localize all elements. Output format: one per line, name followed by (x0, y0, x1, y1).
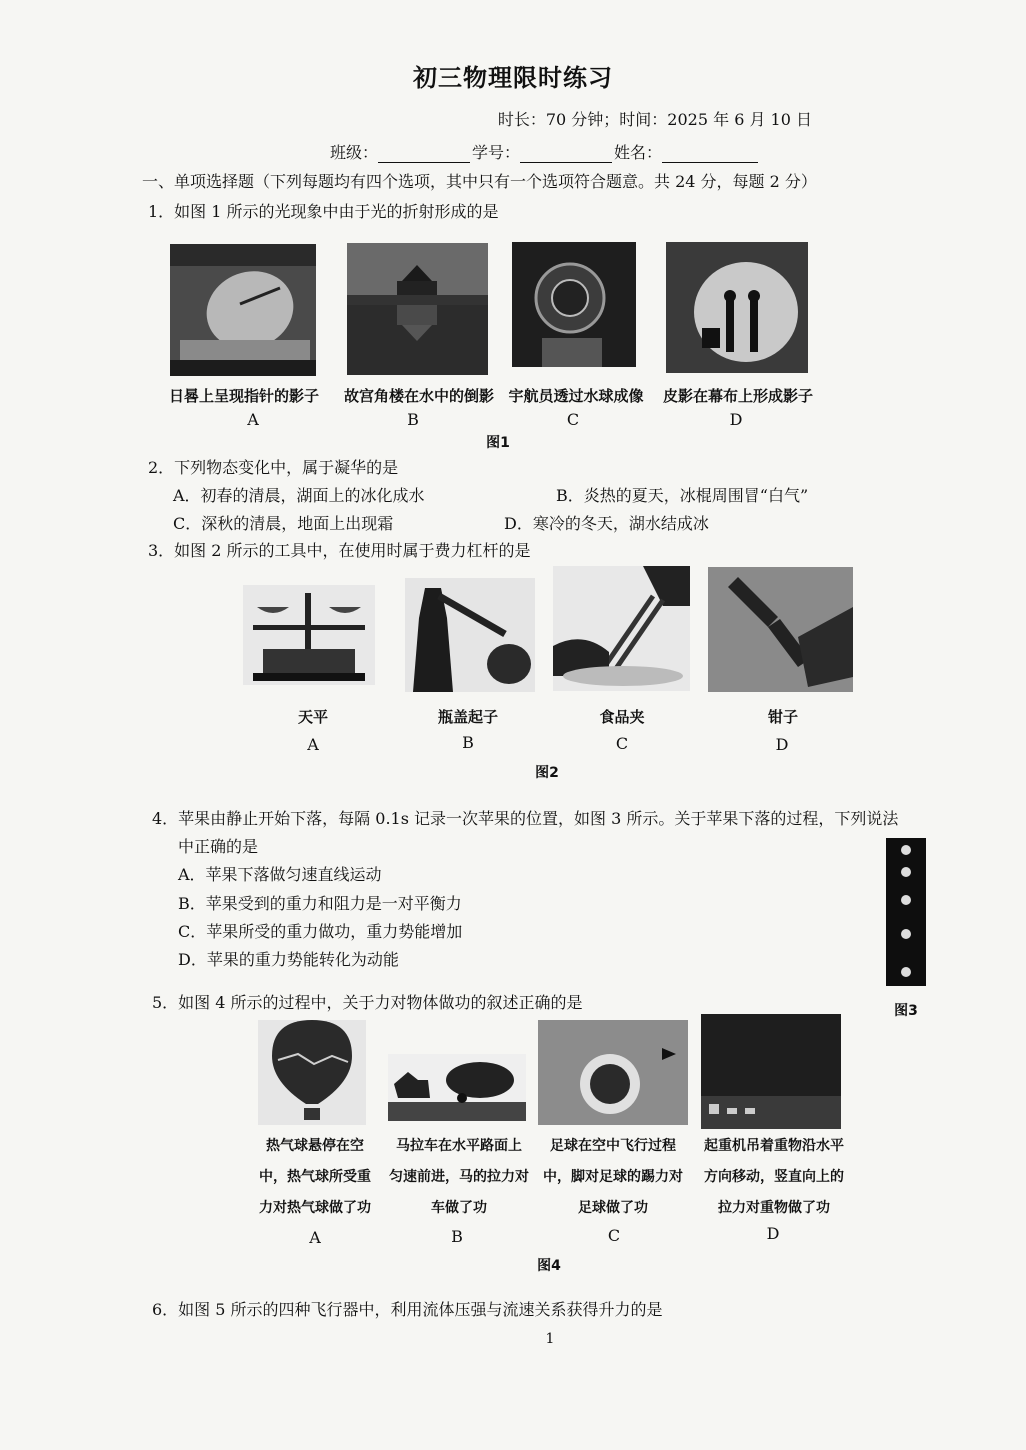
q5-caption-a (242, 1131, 388, 1224)
q2-option-a[interactable]: A．初春的清晨，湖面上的冰化成水 (173, 486, 425, 505)
q4-option-d[interactable]: D．苹果的重力势能转化为动能 (178, 950, 399, 969)
class-field[interactable] (378, 144, 470, 163)
q1-caption-c: 宇航员透过水球成像 (508, 387, 644, 405)
name-label: 姓名： (614, 143, 663, 162)
q5-caption-d-line3: 拉力对重物做了功 (718, 1200, 830, 1216)
q5-caption-b (384, 1131, 534, 1224)
question-4-stem-line2: 中正确的是 (178, 837, 259, 856)
q5-letter-c: C (607, 1226, 621, 1245)
q5-caption-d-line2: 方向移动，竖直向上的 (704, 1169, 844, 1185)
q5-caption-d-line1: 起重机吊着重物沿水平 (704, 1138, 844, 1154)
figure-1a-sundial (170, 244, 316, 376)
figure-4c-football (538, 1020, 688, 1125)
q5-caption-d (696, 1131, 852, 1224)
question-2-stem: 2．下列物态变化中，属于凝华的是 (148, 458, 399, 477)
section-heading: 一、单项选择题（下列每题均有四个选项，其中只有一个选项符合题意。共 24 分，每题 2 分） (142, 172, 817, 191)
q4-option-b[interactable]: B．苹果受到的重力和阻力是一对平衡力 (178, 894, 462, 913)
q1-letter-c: C (566, 410, 580, 429)
q5-caption-c-line1: 足球在空中飞行过程 (550, 1138, 676, 1154)
q4-option-a[interactable]: A．苹果下落做匀速直线运动 (178, 865, 382, 884)
q3-letter-b: B (462, 733, 474, 752)
figure-2b-bottle-opener (405, 578, 535, 692)
page-title: 初三物理限时练习 (413, 63, 613, 92)
id-label: 学号： (472, 143, 521, 162)
figure-2a-balance (243, 585, 375, 685)
q2-option-b[interactable]: B．炎热的夏天，冰棍周围冒“白气” (556, 486, 809, 505)
q5-caption-a-line1: 热气球悬停在空 (266, 1138, 364, 1154)
figure-2c-food-tongs (553, 566, 690, 691)
figure-3-label: 图3 (894, 1003, 918, 1019)
q3-caption-b: 瓶盖起子 (437, 708, 498, 726)
q5-caption-c-line3: 足球做了功 (578, 1200, 648, 1216)
q1-caption-a: 日晷上呈现指针的影子 (168, 387, 319, 405)
figure-4a-hot-air-balloon (258, 1020, 366, 1125)
q5-caption-a-line2: 中，热气球所受重 (259, 1169, 371, 1185)
q3-caption-d: 钳子 (767, 708, 798, 726)
q3-letter-a: A (307, 735, 319, 754)
question-6-stem: 6．如图 5 所示的四种飞行器中，利用流体压强与流速关系获得升力的是 (152, 1300, 663, 1319)
hot-air-balloon-icon (258, 1020, 366, 1125)
figure-1c-water-sphere (512, 242, 636, 367)
q5-caption-b-line2: 匀速前进，马的拉力对 (389, 1169, 529, 1185)
food-tongs-icon (553, 566, 690, 691)
water-sphere-icon (512, 242, 636, 367)
q5-caption-a-line3: 力对热气球做了功 (259, 1200, 371, 1216)
id-field[interactable] (520, 144, 612, 163)
student-info (330, 140, 758, 163)
palace-reflection-icon (347, 243, 488, 375)
q5-caption-c (537, 1131, 689, 1224)
figure-3-falling-apple (886, 838, 926, 986)
q3-caption-c: 食品夹 (599, 708, 645, 726)
figure-1-label: 图1 (486, 435, 510, 451)
q3-letter-c: C (615, 734, 629, 753)
question-5-stem: 5．如图 4 所示的过程中，关于力对物体做功的叙述正确的是 (152, 993, 583, 1012)
q3-letter-d: D (775, 735, 789, 754)
shadow-puppet-icon (666, 242, 808, 373)
bottle-opener-icon (405, 578, 535, 692)
q3-caption-a: 天平 (297, 708, 328, 726)
q1-letter-a: A (247, 410, 259, 429)
q5-caption-b-line1: 马拉车在水平路面上 (396, 1138, 522, 1154)
figure-2-label: 图2 (535, 765, 559, 781)
class-label: 班级： (330, 143, 379, 162)
figure-4d-crane (701, 1014, 841, 1129)
q5-letter-b: B (451, 1227, 463, 1246)
figure-1b-palace (347, 243, 488, 375)
horse-cart-icon (388, 1054, 526, 1121)
q1-letter-d: D (729, 410, 743, 429)
q1-caption-d: 皮影在幕布上形成影子 (662, 387, 813, 405)
q5-caption-c-line2: 中，脚对足球的踢力对 (543, 1169, 683, 1185)
crane-icon (701, 1014, 841, 1129)
page-number: 1 (545, 1331, 555, 1347)
q4-option-c[interactable]: C．苹果所受的重力做功，重力势能增加 (178, 922, 463, 941)
sundial-icon (170, 244, 316, 376)
balance-icon (243, 585, 375, 685)
q5-caption-b-line3: 车做了功 (431, 1200, 487, 1216)
q2-option-d[interactable]: D．寒冷的冬天，湖水结成冰 (504, 514, 709, 533)
falling-apple-icon (886, 838, 926, 986)
question-3-stem: 3．如图 2 所示的工具中，在使用时属于费力杠杆的是 (148, 541, 531, 560)
figure-1d-shadow-puppet (666, 242, 808, 373)
q1-letter-b: B (407, 410, 419, 429)
question-4-stem-line1: 4．苹果由静止开始下落，每隔 0.1s 记录一次苹果的位置，如图 3 所示。关于苹果下落的过程，下列说法 (152, 809, 899, 828)
q5-letter-d: D (766, 1224, 780, 1243)
q1-caption-b: 故宫角楼在水中的倒影 (343, 387, 494, 405)
figure-4-label: 图4 (537, 1258, 561, 1274)
name-field[interactable] (662, 144, 758, 163)
football-icon (538, 1020, 688, 1125)
exam-meta: 时长：70 分钟；时间：2025 年 6 月 10 日 (497, 110, 812, 129)
question-1-stem: 1．如图 1 所示的光现象中由于光的折射形成的是 (148, 202, 499, 221)
pliers-icon (708, 567, 853, 692)
q5-letter-a: A (309, 1228, 321, 1247)
figure-2d-pliers (708, 567, 853, 692)
q2-option-c[interactable]: C．深秋的清晨，地面上出现霜 (173, 514, 394, 533)
figure-4b-horse-cart (388, 1054, 526, 1121)
